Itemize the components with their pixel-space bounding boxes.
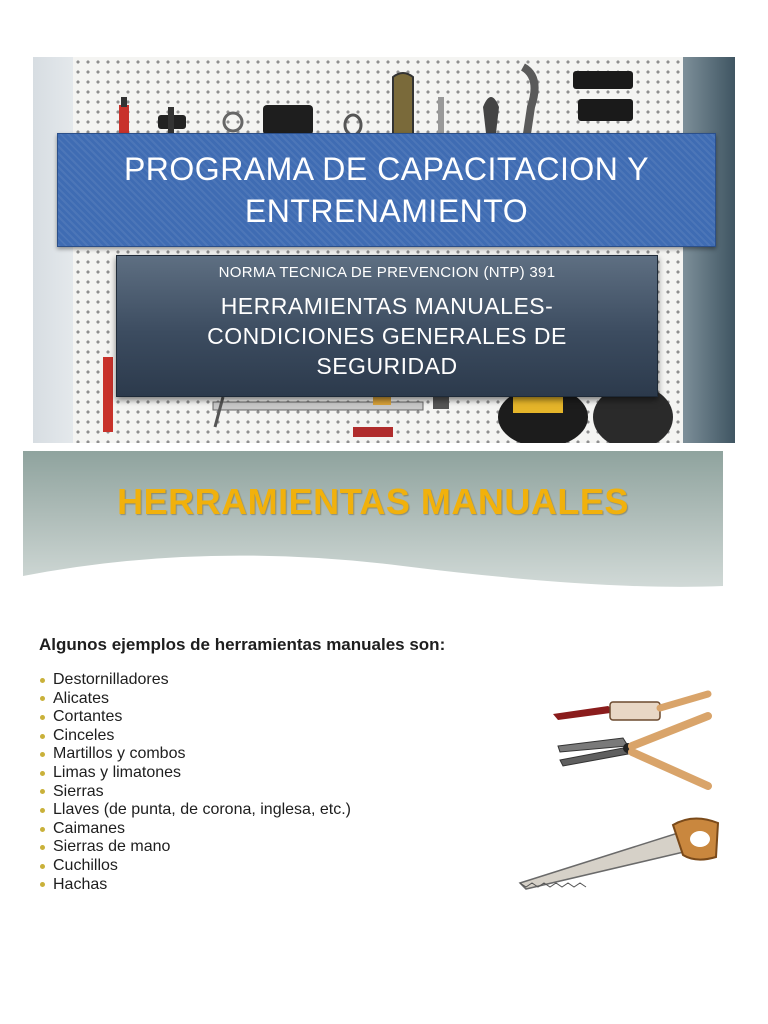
tool-list xyxy=(40,671,351,894)
bullet-icon xyxy=(40,678,45,683)
slide2-title: HERRAMIENTAS MANUALES xyxy=(117,481,629,522)
bullet-icon xyxy=(40,715,45,720)
slide1-title: PROGRAMA DE CAPACITACION Y ENTRENAMIENTO xyxy=(123,151,650,229)
slide1-subtitle: HERRAMIENTAS MANUALES- CONDICIONES GENERALES DE SEGURIDAD xyxy=(207,293,567,379)
bullet-icon xyxy=(40,808,45,813)
intro-text: Algunos ejemplos de herramientas manuales son: xyxy=(39,635,446,654)
list-item: Limas y limatones xyxy=(40,764,351,783)
list-item: Cuchillos xyxy=(40,857,351,876)
list-item: Cortantes xyxy=(40,708,351,727)
slide-title-cover xyxy=(33,57,735,443)
list-item: Cinceles xyxy=(40,727,351,746)
list-item: Sierras de mano xyxy=(40,838,351,857)
list-item: Hachas xyxy=(40,876,351,895)
bullet-icon xyxy=(40,882,45,887)
norma-label: NORMA TECNICA DE PREVENCION (NTP) 391 xyxy=(218,264,556,281)
slide-tool-examples xyxy=(23,451,723,911)
garden-shears-icon xyxy=(548,686,713,796)
bullet-icon xyxy=(40,771,45,776)
bullet-icon xyxy=(40,845,45,850)
list-item: Alicates xyxy=(40,690,351,709)
bullet-icon xyxy=(40,734,45,739)
hand-saw-icon xyxy=(518,811,723,891)
title-banner xyxy=(57,133,716,247)
subtitle-box xyxy=(116,255,658,397)
list-item: Caimanes xyxy=(40,820,351,839)
list-item: Martillos y combos xyxy=(40,745,351,764)
list-item: Llaves (de punta, de corona, inglesa, etc.) xyxy=(40,801,351,820)
header-wave-decoration xyxy=(23,546,723,626)
bullet-icon xyxy=(40,696,45,701)
bullet-icon xyxy=(40,827,45,832)
bullet-icon xyxy=(40,752,45,757)
list-item: Sierras xyxy=(40,783,351,802)
list-item: Destornilladores xyxy=(40,671,351,690)
slide-edge-shadow xyxy=(683,57,735,443)
bullet-icon xyxy=(40,864,45,869)
bullet-icon xyxy=(40,789,45,794)
